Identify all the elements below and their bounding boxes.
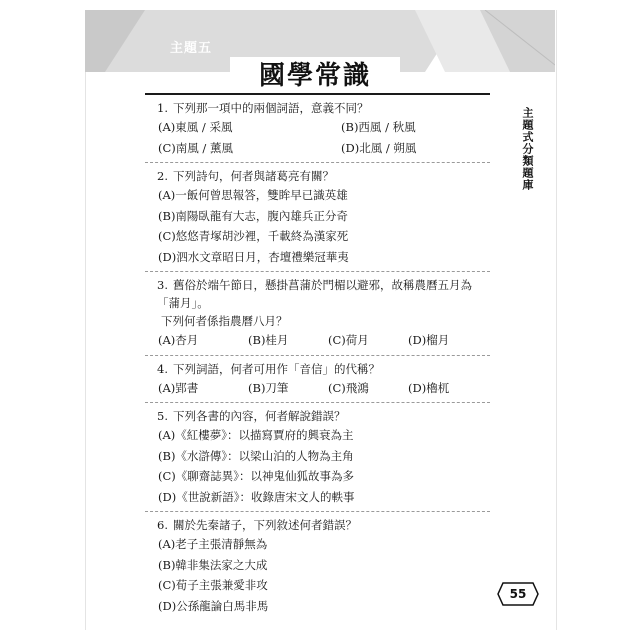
option-d[interactable]: (D)北風 / 朔風 xyxy=(341,140,417,155)
option-a[interactable]: (A)杏月 xyxy=(158,333,199,347)
option-c[interactable]: (C)荀子主張兼愛非攻 xyxy=(158,578,268,592)
question-number: 2. xyxy=(157,169,168,183)
option-d[interactable]: (D)櫓杌 xyxy=(408,380,450,395)
option-d[interactable]: (D)泗水文章昭日月，杏壇禮樂冠華夷 xyxy=(158,249,349,264)
option-d[interactable]: (D)《世說新語》：收錄唐宋文人的軼事 xyxy=(158,489,355,504)
question-number: 4. xyxy=(157,361,168,376)
question-text: 關於先秦諸子，下列敘述何者錯誤？ xyxy=(173,518,357,532)
question-text: 下列詩句，何者與諸葛亮有關？ xyxy=(173,169,334,183)
question-2 xyxy=(145,163,490,272)
options xyxy=(157,425,490,507)
option-a[interactable]: (A)一飯何曾思報答，雙眸早已識英雄 xyxy=(158,188,348,202)
page-number: 55 xyxy=(509,587,527,601)
question-4 xyxy=(145,356,490,404)
option-a[interactable]: (A)《紅樓夢》：以描寫賈府的興衰為主 xyxy=(158,428,354,442)
option-c[interactable]: (C)南風 / 薰風 xyxy=(158,140,233,155)
page-number-badge xyxy=(497,582,539,606)
options xyxy=(157,117,490,158)
page-title: 國學常識 xyxy=(230,57,400,95)
option-a[interactable]: (A)東風 / 采風 xyxy=(158,120,233,134)
question-1 xyxy=(145,95,490,163)
options xyxy=(157,185,490,267)
option-c[interactable]: (C)飛鴻 xyxy=(328,380,369,395)
question-5 xyxy=(145,403,490,512)
question-number: 5. xyxy=(157,409,168,423)
option-b[interactable]: (B)韓非集法家之大成 xyxy=(158,557,268,572)
option-b[interactable]: (B)西風 / 秋風 xyxy=(341,120,416,134)
question-stem xyxy=(157,99,490,117)
side-tab-label: 主題式分類題庫 xyxy=(521,107,534,191)
options xyxy=(157,378,490,399)
question-stem xyxy=(157,360,490,378)
option-c[interactable]: (C)悠悠青塚胡沙裡，千載終為漢家死 xyxy=(158,229,349,243)
options xyxy=(157,330,490,351)
option-c[interactable]: (C)《聊齋誌異》：以神鬼仙狐故事為多 xyxy=(158,469,355,483)
question-text: 下列詞語，何者可用作「音信」的代稱？ xyxy=(173,361,380,376)
question-stem xyxy=(157,276,490,330)
question-number: 3. xyxy=(157,278,168,292)
option-a[interactable]: (A)郢書 xyxy=(158,380,199,395)
question-number: 6. xyxy=(157,518,168,532)
topic-label: 主題五 xyxy=(170,41,213,56)
question-text-line-2: 下列何者係指農曆八月？ xyxy=(161,314,288,328)
option-c[interactable]: (C)荷月 xyxy=(328,333,369,347)
question-3 xyxy=(145,272,490,356)
question-text: 下列那一項中的兩個詞語，意義不同？ xyxy=(173,101,369,115)
option-b[interactable]: (B)桂月 xyxy=(248,333,289,347)
option-b[interactable]: (B)《水滸傳》：以梁山泊的人物為主角 xyxy=(158,448,354,463)
question-6 xyxy=(145,512,490,620)
option-b[interactable]: (B)刀筆 xyxy=(248,380,289,395)
question-text: 下列各書的內容，何者解說錯誤？ xyxy=(173,409,346,423)
question-stem xyxy=(157,407,490,425)
question-stem xyxy=(157,516,490,534)
question-number: 1. xyxy=(157,101,168,115)
option-d[interactable]: (D)公孫龍論白馬非馬 xyxy=(158,598,269,613)
question-text: 舊俗於端午節日，懸掛菖蒲於門楣以避邪，故稱農曆五月為「蒲月」。 xyxy=(157,278,472,310)
question-list xyxy=(145,95,490,620)
options xyxy=(157,534,490,616)
option-b[interactable]: (B)南陽臥龍有大志，腹內雄兵正分奇 xyxy=(158,208,348,223)
option-a[interactable]: (A)老子主張清靜無為 xyxy=(158,537,268,551)
option-d[interactable]: (D)榴月 xyxy=(408,333,450,347)
question-stem xyxy=(157,167,490,185)
